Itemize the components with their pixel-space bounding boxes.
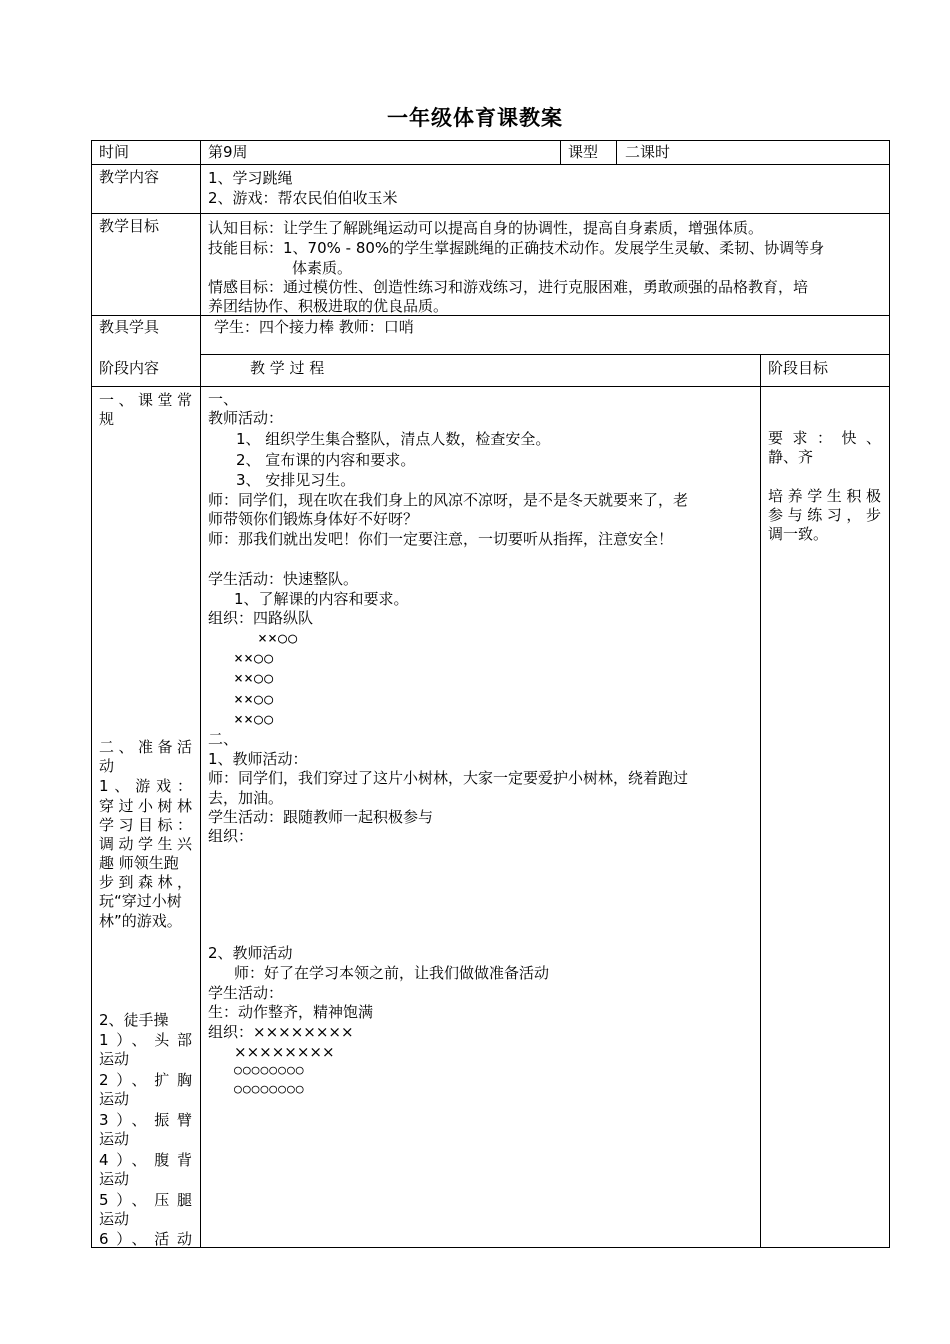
stage-header: 阶段内容 — [99, 359, 160, 377]
stage-line: 2）、扩胸 — [99, 1071, 192, 1089]
formation-row: ×××××××× — [234, 1043, 335, 1061]
process-line: 二、 — [208, 730, 239, 748]
process-line: 师：同学们，我们穿过了这片小树林，大家一定要爱护小树林，绕着跑过 — [208, 769, 689, 787]
goals-label: 教学目标 — [99, 217, 160, 235]
equipment-label: 教具学具 — [99, 318, 160, 336]
formation-row: ○○○○○○○○ — [234, 1082, 305, 1097]
stage-line: 调动学生兴 — [99, 835, 192, 853]
stage-line: 动 — [99, 757, 115, 775]
goal-line: 体素质。 — [292, 259, 353, 277]
process-line: 组织： — [208, 827, 254, 845]
stage-line: 运动 — [99, 1050, 130, 1068]
stage-line: 趣 师领生跑 — [99, 854, 179, 872]
process-line: 1、教师活动： — [208, 750, 308, 768]
goal-header: 阶段目标 — [768, 359, 829, 377]
stage-line: 一、课堂常 — [99, 391, 192, 409]
equipment-value: 学生：四个接力棒 教师：口哨 — [214, 318, 414, 336]
process-line: 学生活动：快速整队。 — [208, 570, 359, 588]
stage-line: 2、徒手操 — [99, 1011, 169, 1029]
process-header: 教 学 过 程 — [250, 359, 325, 377]
goal-line: 培养学生积极 — [768, 487, 881, 505]
page-title: 一年级体育课教案 — [387, 106, 563, 130]
content-label: 教学内容 — [99, 168, 160, 186]
stage-line: 运动 — [99, 1130, 130, 1148]
process-line: 师：好了在学习本领之前，让我们做做准备活动 — [234, 964, 550, 982]
process-line: 师：那我们就出发吧！你们一定要注意，一切要听从指挥，注意安全！ — [208, 530, 674, 548]
formation-row: ××○○ — [234, 690, 275, 708]
content-line: 1、学习跳绳 — [208, 169, 293, 187]
time-label: 时间 — [99, 143, 130, 161]
formation-row: ××○○ — [234, 649, 275, 667]
goal-line: 技能目标：1、70% - 80%的学生掌握跳绳的正确技术动作。发展学生灵敏、柔韧、协调等身 — [208, 239, 825, 257]
stage-line: 运动 — [99, 1170, 130, 1188]
stage-line: 二、准备活 — [99, 738, 192, 756]
stage-line: 运动 — [99, 1090, 130, 1108]
stage-line: 5）、压腿 — [99, 1191, 192, 1209]
formation-row: ××○○ — [258, 629, 299, 647]
process-line: 学生活动：跟随教师一起积极参与 — [208, 808, 434, 826]
process-line: 去，加油。 — [208, 789, 284, 807]
stage-line: 规 — [99, 410, 115, 428]
stage-line: 运动 — [99, 1210, 130, 1228]
stage-line: 步到森林， — [99, 873, 192, 891]
goal-line: 要 求 ： 快 、 — [768, 429, 881, 447]
stage-line: 1）、头部 — [99, 1031, 192, 1049]
process-line: 学生活动： — [208, 984, 284, 1002]
goal-line: 养团结协作、积极进取的优良品质。 — [208, 297, 449, 315]
formation-row: ○○○○○○○○ — [234, 1063, 305, 1078]
process-line: 1、了解课的内容和要求。 — [234, 590, 409, 608]
lesson-type-label: 课型 — [568, 143, 599, 161]
lesson-type-value: 二课时 — [625, 143, 671, 161]
stage-line: 6）、活动 — [99, 1230, 192, 1248]
stage-line: 学习目标： — [99, 816, 192, 834]
stage-line: 3）、振臂 — [99, 1111, 192, 1129]
process-line: 1、 组织学生集合整队，清点人数，检查安全。 — [236, 430, 551, 448]
formation-row: ××○○ — [234, 669, 275, 687]
process-line: 2、 宣布课的内容和要求。 — [236, 451, 416, 469]
goal-line: 情感目标：通过模仿性、创造性练习和游戏练习，进行克服困难，勇敢顽强的品格教育，培 — [208, 278, 809, 296]
process-line: 教师活动： — [208, 409, 284, 427]
process-line: 2、教师活动 — [208, 944, 293, 962]
process-line: 师带领你们锻炼身体好不好呀？ — [208, 510, 419, 528]
content-line: 2、游戏：帮农民伯伯收玉米 — [208, 189, 398, 207]
process-line: 一、 — [208, 390, 239, 408]
goal-line: 参与练习，步 — [768, 506, 881, 524]
stage-line: 穿过小树林 — [99, 797, 192, 815]
process-line: 师：同学们，现在吹在我们身上的风凉不凉呀，是不是冬天就要来了，老 — [208, 491, 689, 509]
stage-line: 4）、腹背 — [99, 1151, 192, 1169]
goal-line: 调一致。 — [768, 525, 829, 543]
stage-line: 玩“穿过小树 — [99, 892, 182, 910]
goal-line: 静、齐 — [768, 448, 814, 466]
formation-row: ××○○ — [234, 710, 275, 728]
process-line: 3、 安排见习生。 — [236, 471, 356, 489]
time-value: 第9周 — [208, 143, 248, 161]
stage-line: 1、游戏： — [99, 777, 192, 795]
process-line: 组织：四路纵队 — [208, 609, 314, 627]
process-line: 生：动作整齐，精神饱满 — [208, 1003, 374, 1021]
formation-row: 组织：×××××××× — [208, 1023, 354, 1041]
stage-line: 林”的游戏。 — [99, 912, 182, 930]
goal-line: 认知目标：让学生了解跳绳运动可以提高自身的协调性，提高自身素质，增强体质。 — [208, 219, 764, 237]
